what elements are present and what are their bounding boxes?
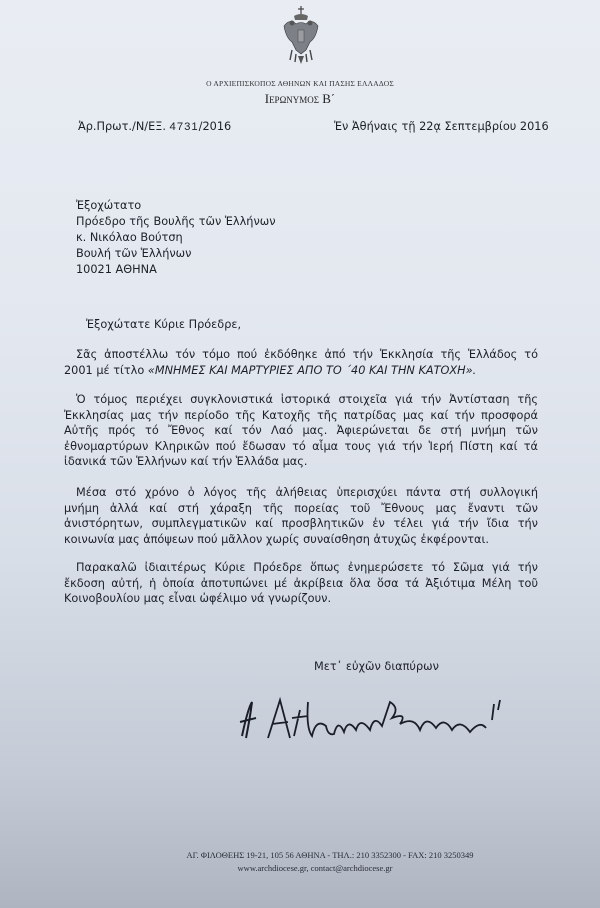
recipient-line: Ἐξοχώτατο [76,199,142,212]
paragraph-3 [64,485,538,547]
protocol-prefix: Ἀρ.Πρωτ./Ν/ΕΞ. [78,120,166,133]
paragraph-line: Σᾶς ἀποστέλλω τόν τόμο πού ἐκδόθηκε ἀπό τήν Ἐκκλησία τῆς Ἑλλάδος τό [76,348,538,361]
letterhead-name: Ιερωνυμος Β΄ [264,91,336,106]
salutation: Ἐξοχώτατε Κύριε Πρόεδρε, [86,318,242,331]
recipient-line: Πρόεδρο τῆς Βουλῆς τῶν Ἑλλήνων [76,215,276,228]
paragraph-line: Ἐκκλησίας μας τήν περίοδο τῆς Κατοχῆς τῆς πατρίδας μας καί τήν προσφορά [64,408,538,422]
handwritten-signature [230,688,530,748]
letterhead-office: Ο ΑΡΧΙΕΠΙΣΚΟΠΟΣ ΑΘΗΝΩΝ ΚΑΙ ΠΑΣΗΣ ΕΛΛΑΔΟΣ [206,79,394,88]
paragraph-line: μνήμη ἀλλά καί στή χάραξη τῆς πορείας τοῦ Ἔθνους μας ἔναντι τῶν [64,501,538,515]
closing: Μετ᾽ εὐχῶν διαπύρων [314,660,439,673]
paragraph-line: Κοινοβουλίου μας εἶναι ὠφέλιμο νά γνωρίζουν. [64,592,332,605]
paragraph-line: Μέσα στό χρόνο ὁ λόγος τῆς ἀλήθειας ὑπερισχύει πάντα στή συλλογική [76,486,538,499]
line-prefix: 2001 μέ τίτλο [64,363,148,377]
paragraph-line: ἀνιστόρητων, συμπλεγματικῶν καί προσβλητικῶν ἐν τέλει γιά τήν ἴδια τήν [64,517,538,530]
protocol-year: /2016 [198,120,232,133]
paragraph-line: Παρακαλῶ ἰδιαιτέρως Κύριε Πρόεδρε ὅπως ἐνημερώσετε τό Σῶμα γιά τήν [76,561,538,574]
footer-address: ΑΓ. ΦΙΛΟΘΕΗΣ 19-21, 105 56 ΑΘΗΝΑ - ΤΗΛ.: 210 3352300 - FAX: 210 3250349 [186,850,474,860]
footer-web-contact: www.archdiocese.gr, contact@archdiocese.gr [237,863,393,873]
paragraph-2 [64,392,538,470]
paragraph-line [64,363,538,379]
recipient-line: 10021 ΑΘΗΝΑ [76,263,157,276]
recipient-address [76,198,276,278]
paragraph-line: Ὁ τόμος περιέχει συγκλονιστικά ἱστορικά στοιχεῖα γιά τήν Ἀντίσταση τῆς [76,393,538,406]
paragraph-line: ἰδανικά τῶν Ἑλλήνων καί τήν Ἑλλάδα μας. [64,455,308,468]
paragraph-line: Αὐτῆς πρός τό Ἔθνος καί τόν Λαό μας. Ἀφιερώνεται δε στή μνήμη τῶν [64,424,538,437]
paragraph-line: ἐθνομαρτύρων Κληρικῶν πού ἔδωσαν τό αἷμα τους γιά τήν Ἱερή Πίστη καί τά [64,439,538,453]
recipient-line: Βουλή τῶν Ἑλλήνων [76,247,192,260]
paragraph-line: κοινωνία μας ἀπόψεων πού μᾶλλον χωρίς συναίσθηση ἀτυχῶς ἐκφέρονται. [64,532,489,546]
protocol-number [78,120,231,133]
recipient-line: κ. Νικόλαο Βούτση [76,231,183,244]
book-title: «ΜΝΗΜΕΣ ΚΑΙ ΜΑΡΤΥΡΙΕΣ ΑΠΟ ΤΟ ΄40 ΚΑΙ ΤΗΝ ΚΑΤΟΧΗ». [147,363,477,377]
letter-date: Ἐν Ἀθήναις τῇ 22ᾳ Σεπτεμβρίου 2016 [334,120,549,133]
paragraph-line: ἔκδοση αὐτή, ἡ ὁποία ἀποτυπώνει μέ ἀκρίβεια ὅλα ὅσα τά Ἀξιότιμα Μέλη τοῦ [64,576,538,590]
paragraph-1 [64,347,538,378]
paragraph-4 [64,560,538,607]
protocol-handwritten-number: 4731 [169,121,199,133]
double-headed-eagle-emblem [280,4,322,66]
